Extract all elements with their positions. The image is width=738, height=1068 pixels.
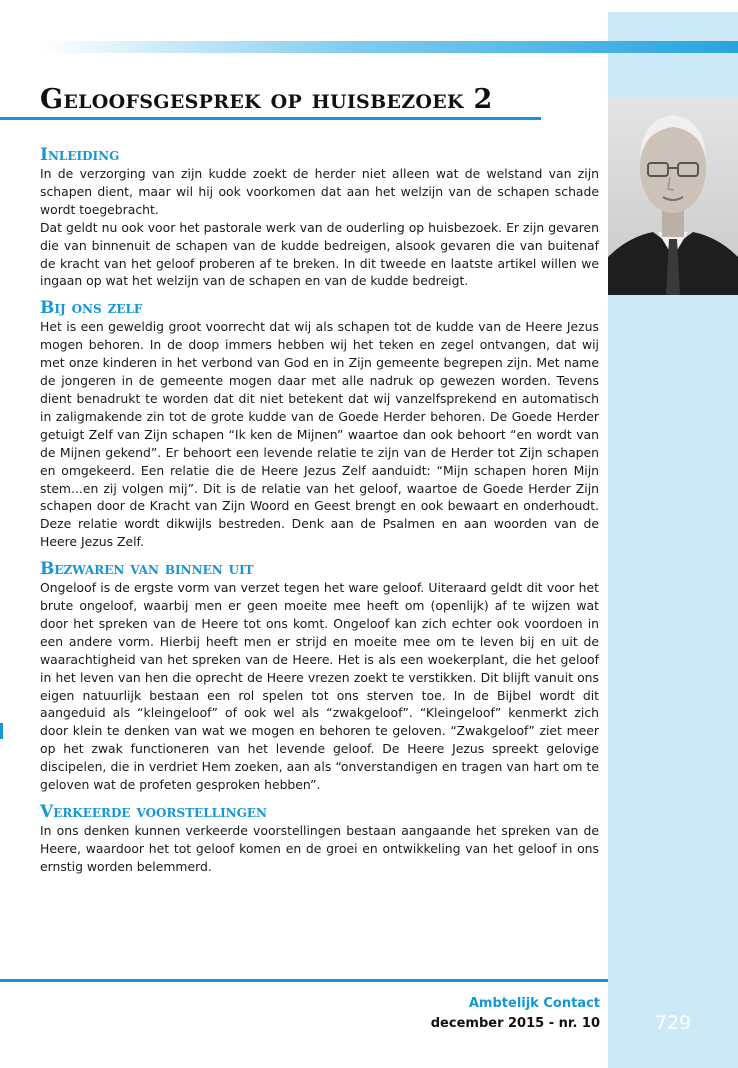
title-underline: [0, 117, 541, 120]
section-inleiding: [40, 146, 599, 290]
section-heading: Inleiding: [40, 145, 120, 165]
footer-rule: [0, 979, 608, 982]
page-number: 729: [654, 1012, 692, 1034]
section-heading: Verkeerde voorstellingen: [40, 802, 268, 822]
section-heading: Bij ons zelf: [40, 298, 143, 319]
paragraph: Het is een geweldig groot voorrecht dat wij als schapen tot de kudde van de Heere Jezus mogen behoren. In de doop immers hebben wij het teken en zegel ontvangen, dat wij met onze kinderen in het verbond van God en in Zijn gemeente begrepen zijn. Met name de jongeren in de gemeente mogen daar met alle nadruk op gewezen worden. Tevens dient benadrukt te worden dat dit niet betekent dat wij vanzelfsprekend en automatisch in zaligmakende zin tot de grote kudde van de Goede Herder behoren. De Goede Herder getuigt Zelf van Zijn schapen “Ik ken de Mijnen” waartoe dan ook behoort “en wordt van de Mijnen gekend”. Er behoort een levende relatie te zijn van de Herder tot Zijn schapen en omgekeerd. Een relatie die de Heere Jezus Zelf aanduidt: “Mijn schapen horen Mijn stem...en zij volgen mij”. Dit is de relatie van het geloof, waartoe de Goede Herder Zijn schapen door de Kracht van Zijn Woord en Geest brengt en ook bewaart en onderhoudt. Deze relatie wordt dikwijls bestreden. Denk aan de Psalmen en aan woorden van de Heere Jezus Zelf.: [40, 319, 599, 550]
section-verkeerde-voorstellingen: [40, 803, 599, 876]
article-title: Geloofsgesprek op huisbezoek 2: [40, 84, 493, 115]
article-body: [40, 146, 599, 885]
portrait-photo: [608, 97, 738, 295]
paragraph: Dat geldt nu ook voor het pastorale werk van de ouderling op huisbezoek. Er zijn gevaren die van binnenuit de schapen van de kudde bedreigen, alsook gevaren die van buitenaf de kracht van het geloof proberen af te breken. In dit tweede en laatste artikel willen we ingaan op wat het welzijn van de schapen en van de kudde bedreigt.: [40, 219, 599, 289]
margin-marker: [0, 723, 3, 739]
portrait-icon: [608, 97, 738, 295]
paragraph: In ons denken kunnen verkeerde voorstellingen bestaan aangaande het spreken van de Heere, waardoor het tot geloof komen en de groei en ontwikkeling van het geloof in ons ernstig worden belemmerd.: [40, 823, 599, 874]
section-bezwaren-van-binnen-uit: [40, 560, 599, 794]
paragraph: Ongeloof is de ergste vorm van verzet tegen het ware geloof. Uiteraard geldt dit voor het brute ongeloof, waarbij men er geen moeite mee heeft om (openlijk) af te wijzen wat door het spreken van de Heere tot ons komt. Ongeloof kan zich echter ook voordoen in een andere vorm. Hierbij heeft men er strijd en moeite mee om te leven bij en uit de waarachtigheid van het spreken van de Heere. Het is als een woekerplant, die het geloof in het leven van hen die oprecht de Heere vrezen zoekt te verstikken. Dit blijft vanuit ons eigen natuurlijk bestaan een rol spelen tot ons sterven toe. In de Bijbel wordt dit aangeduid als “kleingeloof” of ook wel als “zwakgeloof”. “Kleingeloof” kenmerkt zich door klein te denken van wat we mogen en behoren te geloven. “Zwakgeloof” ziet meer op het zwak functioneren van het levende geloof. De Heere Jezus spreekt gelovige discipelen, die in verdriet Hem zoeken, aan als “onverstandigen en tragen van hart om te geloven wat de profeten gesproken hebben”.: [40, 580, 599, 793]
paragraph: In de verzorging van zijn kudde zoekt de herder niet alleen wat de welstand van zijn schapen dient, maar wil hij ook voorkomen dat aan het welzijn van de schapen schade wordt toegebracht.: [40, 166, 599, 217]
section-bij-ons-zelf: [40, 299, 599, 551]
section-heading: Bezwaren van binnen uit: [40, 559, 254, 580]
issue-info: december 2015 - nr. 10: [430, 1016, 600, 1031]
journal-name: Ambtelijk Contact: [468, 996, 600, 1011]
top-gradient-bar: [40, 41, 738, 53]
